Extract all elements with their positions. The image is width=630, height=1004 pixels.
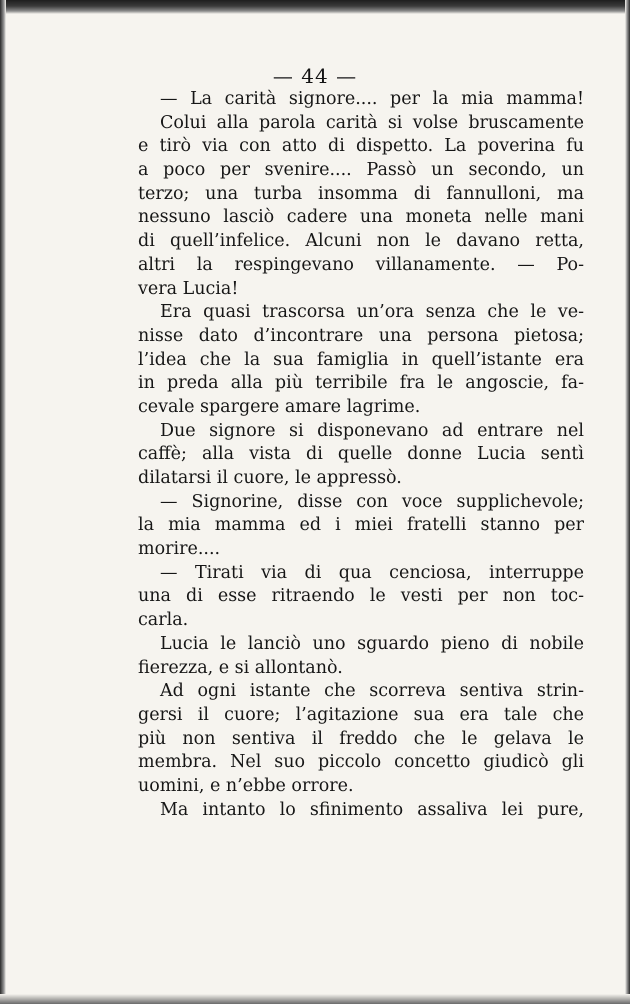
text-line: gersi il cuore; l’agitazione sua era tale che <box>138 704 584 725</box>
text-line: cevale spargere amare lagrime. <box>138 396 421 417</box>
text-line: Due signore si disponevano ad entrare nel <box>160 420 584 441</box>
text-line: Ma intanto lo sfinimento assaliva lei pure, <box>160 799 584 820</box>
text-line: nisse dato d’incontrare una persona pietosa; <box>138 325 584 346</box>
scan-left-edge <box>0 0 6 1004</box>
text-line: altri la respingevano villanamente. — Po- <box>138 254 584 275</box>
text-line: morire.... <box>138 539 221 560</box>
text-line: Ad ogni istante che scorreva sentiva strin- <box>160 681 584 702</box>
text-line: Colui alla parola carità si volse bruscamente <box>160 112 584 133</box>
text-line: dilatarsi il cuore, le appressò. <box>138 468 402 488</box>
text-line: fierezza, e si allontanò. <box>138 657 343 678</box>
text-line: a poco per svenire.... Passò un secondo, un <box>138 160 584 181</box>
text-line: terzo; una turba insomma di fannulloni, ma <box>138 183 584 204</box>
text-line: uomini, e n’ebbe orrore. <box>138 775 354 796</box>
text-line: carla. <box>138 610 189 631</box>
text-line: una di esse ritraendo le vesti per non toc- <box>138 586 584 607</box>
scan-right-edge <box>625 0 630 1004</box>
text-line: in preda alla più terribile fra le angoscie, fa- <box>138 373 584 394</box>
text-line: l’idea che la sua famiglia in quell’istante era <box>138 349 584 370</box>
text-line: — Tirati via di qua cenciosa, interruppe <box>160 562 584 583</box>
text-line: membra. Nel suo piccolo concetto giudicò gli <box>138 752 584 773</box>
text-line: più non sentiva il freddo che le gelava le <box>138 728 584 749</box>
text-line: vera Lucia! <box>138 278 239 299</box>
page-number: — 44 — <box>272 64 358 88</box>
text-line: — Signorine, disse con voce supplichevole; <box>160 491 584 512</box>
text-line: la mia mamma ed i miei fratelli stanno per <box>138 515 584 536</box>
scan-top-edge <box>0 0 630 14</box>
text-line: — La carità signore.... per la mia mamma! <box>160 89 584 109</box>
text-line: di quell’infelice. Alcuni non le davano retta, <box>138 231 584 252</box>
body-text <box>138 88 584 822</box>
text-line: e tirò via con atto di dispetto. La poverina fu <box>138 136 584 157</box>
text-line: nessuno lasciò cadere una moneta nelle mani <box>138 207 584 228</box>
text-line: caffè; alla vista di quelle donne Lucia sentì <box>138 444 584 465</box>
text-line: Era quasi trascorsa un’ora senza che le ve- <box>160 302 584 323</box>
text-line: Lucia le lanciò uno sguardo pieno di nobile <box>160 633 584 654</box>
scan-bottom-edge <box>0 994 630 1004</box>
